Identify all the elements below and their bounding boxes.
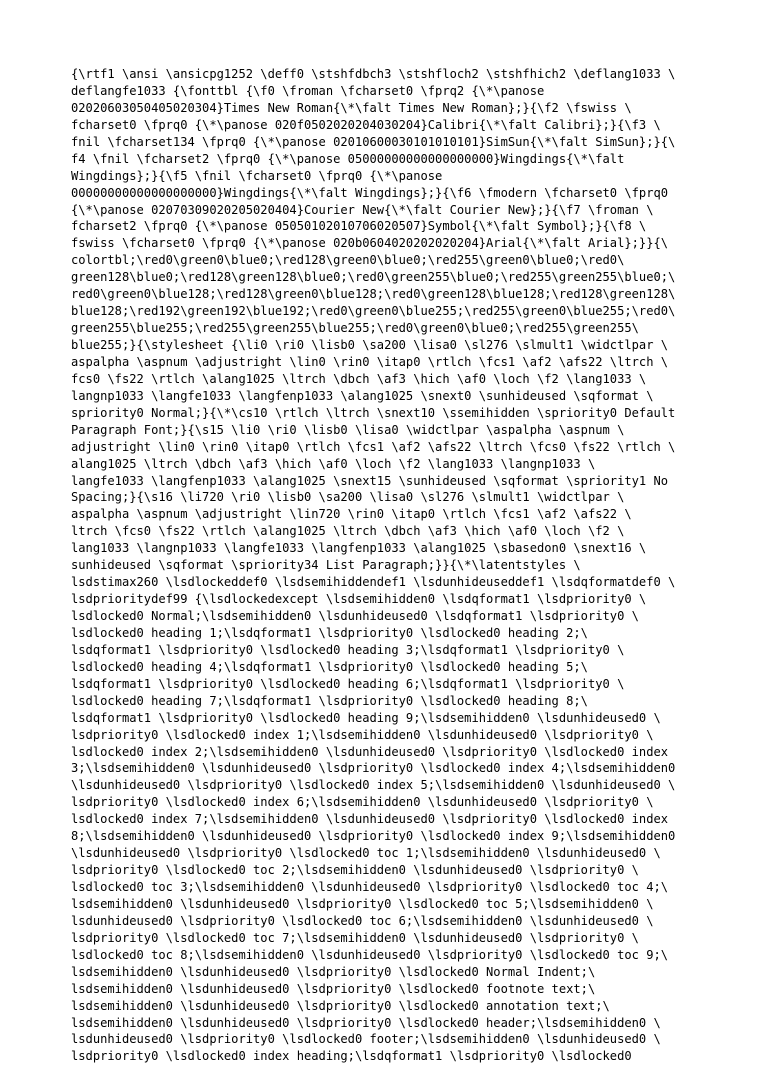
text-line: spriority0 Normal;}{\*\cs10 \rtlch \ltrch \snext10 \ssemihidden \spriority0 Default: [71, 405, 676, 420]
text-line: lsdpriority0 \lsdlocked0 toc 7;\lsdsemihidden0 \lsdunhideused0 \lsdpriority0 \: [71, 930, 639, 945]
text-line: aspalpha \aspnum \adjustright \lin0 \rin0 \itap0 \rtlch \fcs1 \af2 \afs22 \ltrch \: [71, 354, 669, 369]
text-line: sunhideused \sqformat \spriority34 List Paragraph;}}{\*\latentstyles \: [71, 558, 581, 573]
text-line: lsdpriority0 \lsdlocked0 index 1;\lsdsemihidden0 \lsdunhideused0 \lsdpriority0 \: [71, 727, 654, 742]
text-line: fnil \fcharset134 \fprq0 {\*\panose 02010600030101010101}SimSun{\*\falt SimSun};}{\: [71, 134, 676, 149]
text-line: ltrch \fcs0 \fs22 \rtlch \alang1025 \ltrch \dbch \af3 \hich \af0 \loch \f2 \: [71, 524, 625, 539]
text-line: lsdlocked0 toc 8;\lsdsemihidden0 \lsdunhideused0 \lsdpriority0 \lsdlocked0 toc 9;\: [71, 947, 669, 962]
text-line: {\*\panose 02070309020205020404}Courier New{\*\falt Courier New};}{\f7 \froman \: [71, 202, 654, 217]
text-line: Wingdings};}{\f5 \fnil \fcharset0 \fprq0 {\*\panose: [71, 168, 443, 183]
text-line: red0\green0\blue128;\red128\green0\blue128;\red0\green128\blue128;\red128\green128\: [71, 287, 676, 302]
text-line: lsdsemihidden0 \lsdunhideused0 \lsdpriority0 \lsdlocked0 toc 5;\lsdsemihidden0 \: [71, 896, 654, 911]
text-line: fcharset0 \fprq0 {\*\panose 020f0502020204030204}Calibri{\*\falt Calibri};}{\f3 \: [71, 117, 661, 132]
text-line: green128\blue0;\red128\green128\blue0;\red0\green255\blue0;\red255\green255\blue0;\: [71, 270, 676, 285]
text-line: lsdqformat1 \lsdpriority0 \lsdlocked0 heading 9;\lsdsemihidden0 \lsdunhideused0 \: [71, 710, 661, 725]
text-line: lang1033 \langnp1033 \langfe1033 \langfenp1033 \alang1025 \sbasedon0 \snext16 \: [71, 541, 647, 556]
text-line: 8;\lsdsemihidden0 \lsdunhideused0 \lsdpriority0 \lsdlocked0 index 9;\lsdsemihidden0: [71, 829, 676, 844]
text-line: langnp1033 \langfe1033 \langfenp1033 \alang1025 \snext0 \sunhideused \sqformat \: [71, 388, 654, 403]
text-line: lsdunhideused0 \lsdpriority0 \lsdlocked0 footer;\lsdsemihidden0 \lsdunhideused0 \: [71, 1032, 661, 1047]
text-line: lsdlocked0 index 2;\lsdsemihidden0 \lsdunhideused0 \lsdpriority0 \lsdlocked0 index: [71, 744, 669, 759]
text-line: fcs0 \fs22 \rtlch \alang1025 \ltrch \dbch \af3 \hich \af0 \loch \f2 \lang1033 \: [71, 371, 647, 386]
text-line: blue128;\red192\green192\blue192;\red0\green0\blue255;\red255\green0\blue255;\red0\: [71, 304, 676, 319]
text-line: lsdsemihidden0 \lsdunhideused0 \lsdpriority0 \lsdlocked0 footnote text;\: [71, 981, 596, 996]
text-line: lsdpriority0 \lsdlocked0 toc 2;\lsdsemihidden0 \lsdunhideused0 \lsdpriority0 \: [71, 863, 639, 878]
text-line: lsdlocked0 heading 7;\lsdqformat1 \lsdpriority0 \lsdlocked0 heading 8;\: [71, 693, 588, 708]
text-line: lsdqformat1 \lsdpriority0 \lsdlocked0 heading 6;\lsdqformat1 \lsdpriority0 \: [71, 676, 625, 691]
text-line: 02020603050405020304}Times New Roman{\*\falt Times New Roman};}{\f2 \fswiss \: [71, 100, 632, 115]
text-line: \lsdunhideused0 \lsdpriority0 \lsdlocked0 toc 1;\lsdsemihidden0 \lsdunhideused0 \: [71, 846, 661, 861]
text-line: blue255;}{\stylesheet {\li0 \ri0 \lisb0 \sa200 \lisa0 \sl276 \slmult1 \widctlpar \: [71, 338, 669, 352]
text-line: Paragraph Font;}{\s15 \li0 \ri0 \lisb0 \lisa0 \widctlpar \aspalpha \aspnum \: [71, 422, 625, 437]
text-line: 00000000000000000000}Wingdings{\*\falt Wingdings};}{\f6 \fmodern \fcharset0 \fprq0: [71, 185, 669, 200]
text-line: lsdunhideused0 \lsdpriority0 \lsdlocked0 toc 6;\lsdsemihidden0 \lsdunhideused0 \: [71, 913, 654, 928]
text-line: lsdsemihidden0 \lsdunhideused0 \lsdpriority0 \lsdlocked0 header;\lsdsemihidden0 \: [71, 1015, 661, 1030]
text-line: lsdsemihidden0 \lsdunhideused0 \lsdpriority0 \lsdlocked0 annotation text;\: [71, 998, 610, 1013]
text-line: lsdlocked0 heading 4;\lsdqformat1 \lsdpriority0 \lsdlocked0 heading 5;\: [71, 659, 588, 674]
text-line: aspalpha \aspnum \adjustright \lin720 \rin0 \itap0 \rtlch \fcs1 \af2 \afs22 \: [71, 507, 632, 522]
text-line: fcharset2 \fprq0 {\*\panose 05050102010706020507}Symbol{\*\falt Symbol};}{\f8 \: [71, 219, 647, 234]
text-line: langfe1033 \langfenp1033 \alang1025 \snext15 \sunhideused \sqformat \spriority1 No: [71, 473, 669, 488]
text-line: lsdlocked0 Normal;\lsdsemihidden0 \lsdunhideused0 \lsdqformat1 \lsdpriority0 \: [71, 609, 639, 623]
text-line: lsdlocked0 index 7;\lsdsemihidden0 \lsdunhideused0 \lsdpriority0 \lsdlocked0 index: [71, 812, 669, 827]
text-line: green255\blue255;\red255\green255\blue255;\red0\green0\blue0;\red255\green255\: [71, 321, 639, 336]
text-line: {\rtf1 \ansi \ansicpg1252 \deff0 \stshfdbch3 \stshfloch2 \stshfhich2 \deflang1033 \: [71, 67, 676, 81]
text-line: alang1025 \ltrch \dbch \af3 \hich \af0 \loch \f2 \lang1033 \langnp1033 \: [71, 456, 596, 471]
text-line: lsdpriority0 \lsdlocked0 index 6;\lsdsemihidden0 \lsdunhideused0 \lsdpriority0 \: [71, 795, 654, 810]
text-line: colortbl;\red0\green0\blue0;\red128\green0\blue0;\red255\green0\blue0;\red0\: [71, 253, 625, 268]
text-line: 3;\lsdsemihidden0 \lsdunhideused0 \lsdpriority0 \lsdlocked0 index 4;\lsdsemihidden0: [71, 761, 676, 776]
text-line: lsdlocked0 toc 3;\lsdsemihidden0 \lsdunhideused0 \lsdpriority0 \lsdlocked0 toc 4;\: [71, 880, 669, 894]
text-line: deflangfe1033 {\fonttbl {\f0 \froman \fcharset0 \fprq2 {\*\panose: [71, 83, 545, 98]
text-line: lsdstimax260 \lsdlockeddef0 \lsdsemihiddendef1 \lsdunhideuseddef1 \lsdqformatdef0 \: [71, 575, 676, 590]
text-line: lsdsemihidden0 \lsdunhideused0 \lsdpriority0 \lsdlocked0 Normal Indent;\: [71, 964, 596, 979]
text-line: fswiss \fcharset0 \fprq0 {\*\panose 020b0604020202020204}Arial{\*\falt Arial};}}{\: [71, 236, 669, 251]
text-line: lsdpriority0 \lsdlocked0 index heading;\lsdqformat1 \lsdpriority0 \lsdlocked0: [71, 1049, 632, 1064]
text-line: f4 \fnil \fcharset2 \fprq0 {\*\panose 05000000000000000000}Wingdings{\*\falt: [71, 151, 625, 166]
text-line: lsdqformat1 \lsdpriority0 \lsdlocked0 heading 3;\lsdqformat1 \lsdpriority0 \: [71, 642, 625, 657]
text-line: \lsdunhideused0 \lsdpriority0 \lsdlocked0 index 5;\lsdsemihidden0 \lsdunhideused0 \: [71, 778, 676, 793]
text-line: lsdprioritydef99 {\lsdlockedexcept \lsdsemihidden0 \lsdqformat1 \lsdpriority0 \: [71, 592, 647, 607]
text-line: lsdlocked0 heading 1;\lsdqformat1 \lsdpriority0 \lsdlocked0 heading 2;\: [71, 625, 588, 640]
rtf-source-text: [71, 66, 711, 1065]
text-line: Spacing;}{\s16 \li720 \ri0 \lisb0 \sa200 \lisa0 \sl276 \slmult1 \widctlpar \: [71, 490, 625, 505]
text-line: adjustright \lin0 \rin0 \itap0 \rtlch \fcs1 \af2 \afs22 \ltrch \fcs0 \fs22 \rtlch \: [71, 439, 676, 454]
